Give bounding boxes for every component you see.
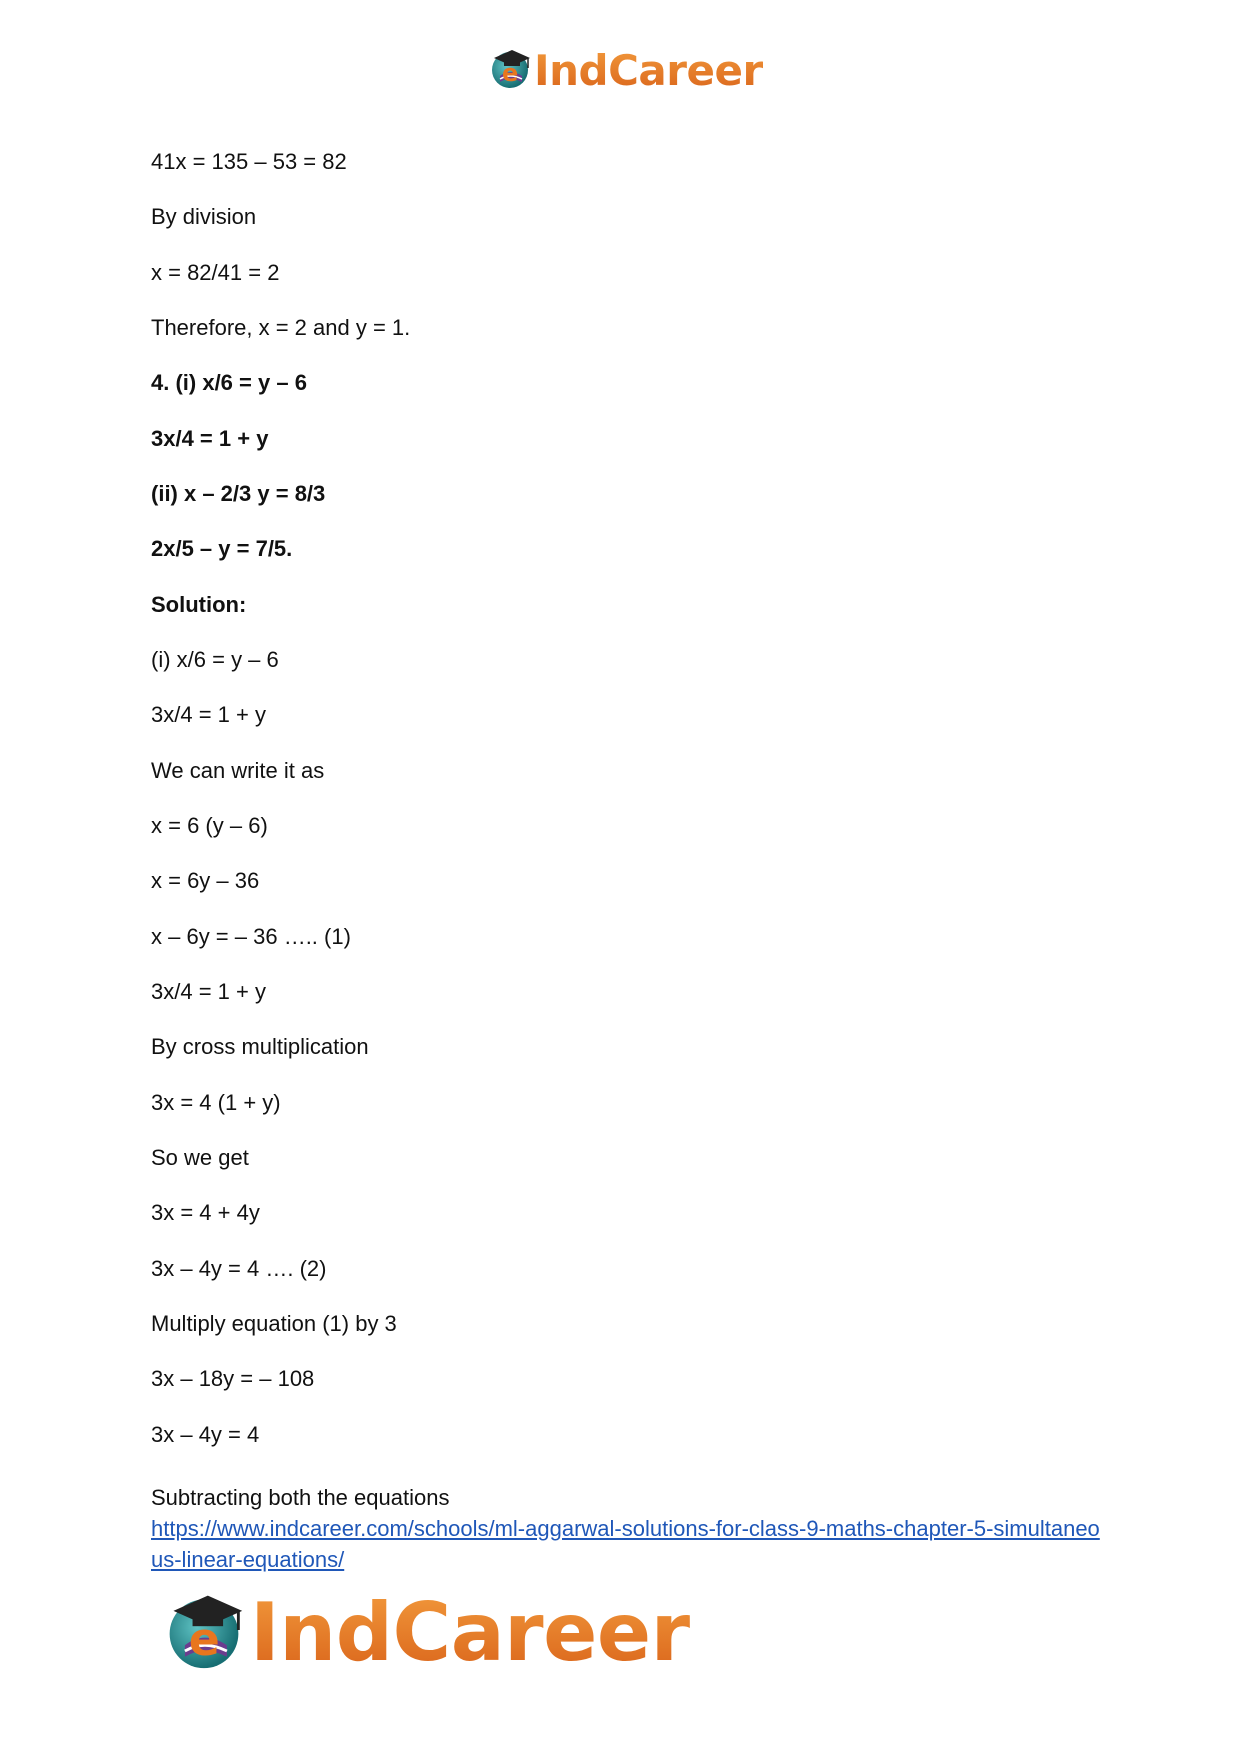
question-heading: 3x/4 = 1 + y (151, 426, 269, 451)
text-line: (i) x/6 = y – 6 (151, 647, 279, 672)
text-line: Subtracting both the equations (151, 1485, 450, 1510)
header-logo-text: IndCareer (534, 45, 763, 95)
graduation-cap-globe-icon (162, 1588, 246, 1677)
text-line: Multiply equation (1) by 3 (151, 1311, 397, 1336)
text-line: 3x/4 = 1 + y (151, 702, 266, 727)
text-line: x – 6y = – 36 ….. (1) (151, 924, 351, 949)
text-line: x = 6y – 36 (151, 868, 260, 893)
text-line: 3x = 4 (1 + y) (151, 1090, 281, 1115)
text-line: So we get (151, 1145, 249, 1170)
svg-text:e: e (188, 1611, 220, 1666)
text-line: x = 82/41 = 2 (151, 260, 280, 285)
header-logo (488, 42, 764, 98)
source-link[interactable]: https://www.indcareer.com/schools/ml-aggarwal-solutions-for-class-9-maths-chapter-5-simultaneous-linear-equations/ (151, 1516, 1100, 1572)
solution-heading: Solution: (151, 592, 247, 617)
graduation-cap-globe-icon (488, 46, 532, 95)
text-line: 3x/4 = 1 + y (151, 979, 266, 1004)
question-heading: (ii) x – 2/3 y = 8/3 (151, 481, 326, 506)
footer-logo (162, 1585, 702, 1679)
text-line: By cross multiplication (151, 1034, 369, 1059)
text-line: 3x = 4 + 4y (151, 1200, 260, 1225)
text-line: 3x – 18y = – 108 (151, 1366, 315, 1391)
svg-text:e: e (502, 58, 519, 87)
text-line: Therefore, x = 2 and y = 1. (151, 315, 411, 340)
text-line: x = 6 (y – 6) (151, 813, 268, 838)
text-line: We can write it as (151, 758, 325, 783)
text-line: By division (151, 204, 257, 229)
text-line: 41x = 135 – 53 = 82 (151, 149, 347, 174)
question-heading: 2x/5 – y = 7/5. (151, 536, 293, 561)
text-line: 3x – 4y = 4 …. (2) (151, 1256, 327, 1281)
footer-logo-text: IndCareer (250, 1585, 690, 1679)
text-line: 3x – 4y = 4 (151, 1422, 260, 1447)
question-heading: 4. (i) x/6 = y – 6 (151, 370, 307, 395)
